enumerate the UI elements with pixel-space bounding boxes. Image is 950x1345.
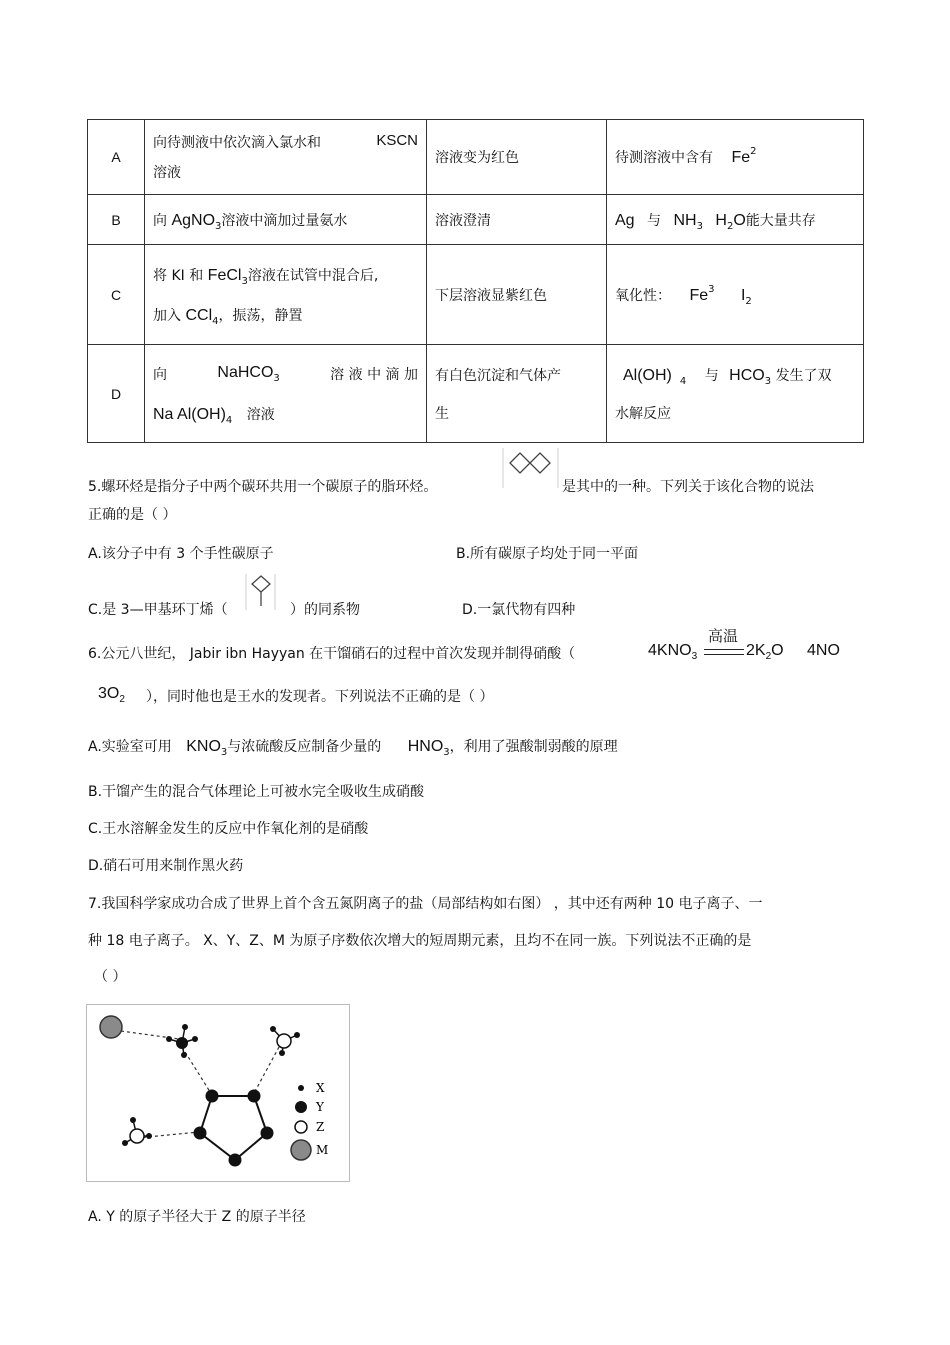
q6-equation-left: $4KNO_3$ xyxy=(648,642,698,662)
spiro-compound-figure xyxy=(502,447,560,489)
q6-option-c: C.王水溶解金发生的反应中作氧化剂的是硝酸 xyxy=(88,821,369,837)
operation-cell: 向 NaHCO$_3$ 溶 液 中 滴 加 Na $Al(OH)_4$ 溶液 xyxy=(145,345,427,443)
table-row xyxy=(88,345,864,443)
q6-option-b: B.干馏产生的混合气体理论上可被水完全吸收生成硝酸 xyxy=(88,784,425,800)
q5-option-d: D.一氯代物有四种 xyxy=(462,602,576,618)
q6-option-d: D.硝石可用来制作黑火药 xyxy=(88,858,244,874)
q6-line2: ），同时他也是王水的发现者。下列说法不正确的是（ ） xyxy=(146,689,494,705)
table-row xyxy=(88,195,864,245)
q6-equation-condition: 高温 xyxy=(708,627,739,645)
row-label: A xyxy=(88,120,145,195)
q5-option-b: B.所有碳原子均处于同一平面 xyxy=(456,546,639,562)
legend-y-label: Y xyxy=(316,1100,324,1114)
q6-equation-line2: $3O_2$ xyxy=(98,685,125,705)
q5-line1: 5.螺环烃是指分子中两个碳环共用一个碳原子的脂环烃。 xyxy=(88,479,438,495)
q5-line1-cont: 是其中的一种。下列关于该化合物的说法 xyxy=(562,479,814,495)
q6-equation-right1: $2K_2O$ xyxy=(746,642,784,662)
structure-diagram xyxy=(87,1005,349,1181)
q5-line2: 正确的是（ ） xyxy=(88,507,177,523)
operation-cell: 向待测液中依次滴入氯水和 KSCN 溶液 xyxy=(145,120,427,195)
q6-equation-sign xyxy=(704,649,744,655)
phenomenon-cell: 溶液澄清 xyxy=(427,195,607,245)
phenomenon-cell: 溶液变为红色 xyxy=(427,120,607,195)
q5-option-c-end: ）的同系物 xyxy=(290,602,360,618)
row-label: D xyxy=(88,345,145,443)
ion-structure-figure xyxy=(86,1004,350,1182)
conclusion-cell: Ag 与 $NH_3$ $H_2O$能大量共存 xyxy=(607,195,864,245)
operation-cell: 向 AgNO$_3$溶液中滴加过量氨水 xyxy=(145,195,427,245)
legend-m-marker xyxy=(291,1140,311,1160)
legend-z-marker xyxy=(295,1121,307,1133)
legend-m-label: M xyxy=(316,1143,329,1157)
table-row xyxy=(88,245,864,345)
phenomenon-cell: 下层溶液显紫红色 xyxy=(427,245,607,345)
q5-option-a: A.该分子中有 3 个手性碳原子 xyxy=(88,546,274,562)
legend-x-label: X xyxy=(316,1081,325,1095)
conclusion-cell: 待测溶液中含有 Fe$^2$ xyxy=(607,120,864,195)
q7-line2: 种 18 电子离子。 X、Y、Z、M 为原子序数依次增大的短周期元素，且均不在同一族。下列说法不正确的是 xyxy=(88,933,752,949)
legend-y-marker xyxy=(295,1101,307,1113)
row-label: B xyxy=(88,195,145,245)
legend-x-marker xyxy=(298,1085,304,1091)
row-label: C xyxy=(88,245,145,345)
q7-option-a: A. Y 的原子半径大于 Z 的原子半径 xyxy=(88,1209,306,1225)
conclusion-cell: 氧化性： Fe$^3$ $I_2$ xyxy=(607,245,864,345)
q6-option-a: A.实验室可用 $KNO_3$与浓硫酸反应制备少量的 $HNO_3$，利用了强酸制弱酸的原理 xyxy=(88,738,618,758)
q7-line3: （ ） xyxy=(94,969,127,985)
conclusion-cell: Al(OH) $_4$ 与 $HCO_3$ 发生了双 水解反应 xyxy=(607,345,864,443)
q6-equation-right2: 4NO xyxy=(807,642,840,659)
methylcyclobutene-figure xyxy=(245,572,277,612)
q7-line1: 7.我国科学家成功合成了世界上首个含五氮阴离子的盐（局部结构如右图） ，其中还有两种 10 电子离子、一 xyxy=(88,896,763,912)
options-table xyxy=(87,119,864,443)
operation-cell: 将 KI 和 FeCl$_3$溶液在试管中混合后, 加入 CCl$_4$，振荡，静置 xyxy=(145,245,427,345)
table-row xyxy=(88,120,864,195)
q6-line1: 6.公元八世纪， Jabir ibn Hayyan 在干馏硝石的过程中首次发现并制得硝酸（ xyxy=(88,646,576,662)
phenomenon-cell: 有白色沉淀和气体产 生 xyxy=(427,345,607,443)
legend-z-label: Z xyxy=(316,1120,325,1134)
q5-option-c: C.是 3—甲基环丁烯（ xyxy=(88,602,228,618)
